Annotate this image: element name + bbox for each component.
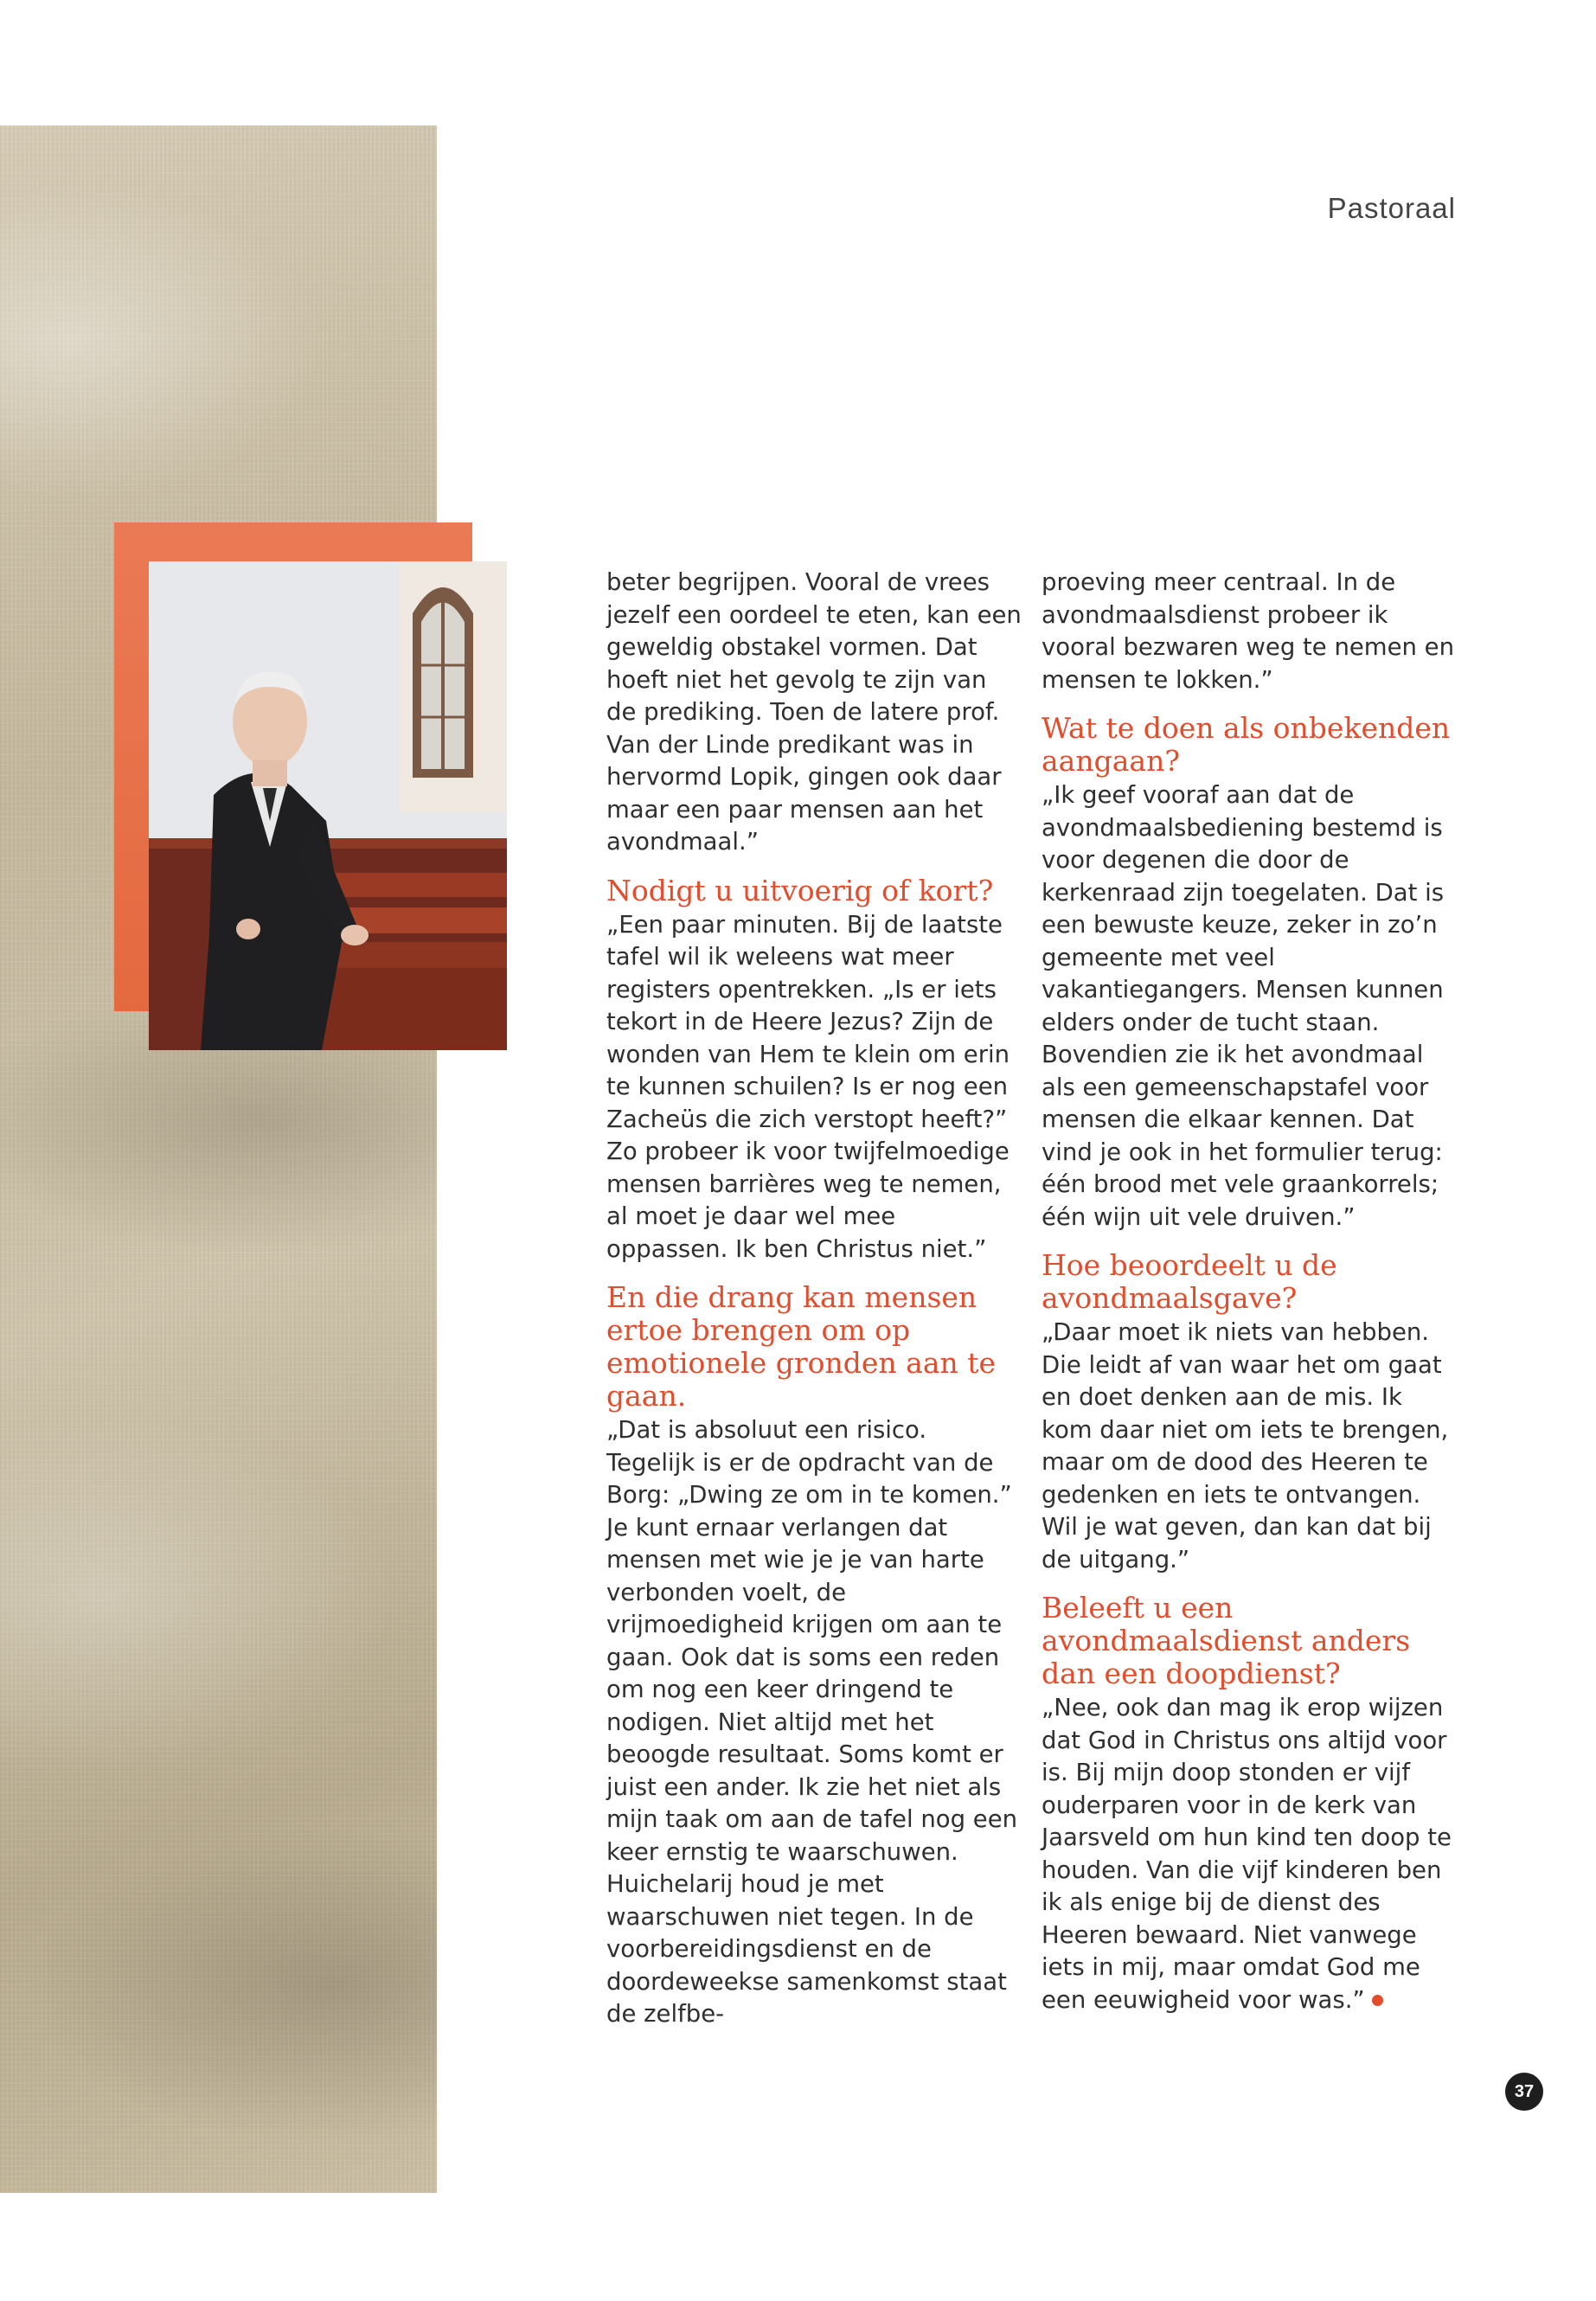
paragraph: „Een paar minuten. Bij de laatste tafel wil ik weleens wat meer registers opentrekken. „Is er iets tekort in de Heere Jezus? Zijn de wonden van Hem te klein om erin te kunnen schuilen? Is er nog een Zacheüs die zich verstopt heeft?” Zo probeer ik voor twijfelmoedige mensen barrières weg te nemen, al moet je daar wel mee oppassen. Ik ben Christus niet.” [606, 910, 1010, 1263]
end-of-article-dot-icon [1372, 1995, 1383, 2006]
section-label: Pastoraal [1327, 192, 1456, 224]
paragraph: „Daar moet ik niets van hebben. Die leidt af van waar het om gaat en doet denken aan de mis. Ik kom daar niet om iets te brengen, maar om de dood des Heeren te gedenken en iets te ontvangen. Wil je wat geven, dan kan dat bij de uitgang.” [1042, 1318, 1449, 1574]
portrait-photo-icon [149, 561, 507, 1050]
portrait-photo [149, 561, 507, 1050]
interview-question: Wat te doen als onbekenden aangaan? [1042, 711, 1451, 778]
paragraph-final [1042, 1692, 1457, 2016]
paragraph: proeving meer centraal. In de avondmaalsdienst probeer ik vooral bezwaren weg te nemen en mensen te lokken.” [1042, 568, 1455, 694]
interview-question: Hoe beoordeelt u de avondmaalsgave? [1042, 1248, 1337, 1315]
linen-background-image [0, 125, 437, 2193]
page-number-badge: 37 [1505, 2073, 1543, 2111]
interview-question: Nodigt u uitvoerig of kort? [606, 873, 994, 907]
paragraph: beter begrijpen. Vooral de vrees jezelf een oordeel te eten, kan een geweldig obstakel vormen. Dat hoeft niet het gevolg te zijn van de prediking. Toen de latere prof. Van der Linde predikant was in hervormd Lopik, gingen ook daar maar een paar mensen aan het avondmaal.” [606, 568, 1022, 856]
paragraph: „Ik geef vooraf aan dat de avondmaalsbediening bestemd is voor degenen die door de kerkenraad zijn toegelaten. Dat is een bewuste keuze, zeker in zo’n gemeente met veel vakantiegangers. Mensen kunnen elders onder de tucht staan. Bovendien zie ik het avondmaal als een gemeenschapstafel voor mensen die elkaar kennen. Dat vind je ook in het formulier terug: één brood met vele graankorrels; één wijn uit vele druiven.” [1042, 781, 1445, 1231]
interview-question: Beleeft u een avondmaalsdienst anders dan een doopdienst? [1042, 1591, 1411, 1690]
interview-question: En die drang kan mensen ertoe brengen om op emotionele gronden aan te gaan. [606, 1280, 997, 1413]
paragraph-final-text: „Nee, ook dan mag ik erop wijzen dat God in Christus ons altijd voor is. Bij mijn doop stonden er vijf ouderparen voor in de kerk van Jaarsveld om hun kind ten doop te houden. Van die vijf kinderen ben ik als enige bij de dienst des Heeren bewaard. Niet vanwege iets in mij, maar omdat God me een eeuwigheid voor was.” [1042, 1694, 1452, 2014]
article-column-left [606, 567, 1022, 2031]
paragraph: „Dat is absoluut een risico. Tegelijk is er de opdracht van de Borg: „Dwing ze om in te komen.” Je kunt ernaar verlangen dat mensen met wie je je van harte verbonden voelt, de vrijmoedigheid krijgen om aan te gaan. Ook dat is soms een reden om nog een keer dringend te nodigen. Niet altijd met het beoogde resultaat. Soms komt er juist een ander. Ik zie het niet als mijn taak om aan de tafel nog een keer ernstig te waarschuwen. Huichelarij houd je met waarschuwen niet tegen. In de voorbereidingsdienst en de doordeweekse samenkomst staat de zelfbe- [606, 1416, 1018, 2028]
article-column-right [1042, 567, 1457, 2016]
